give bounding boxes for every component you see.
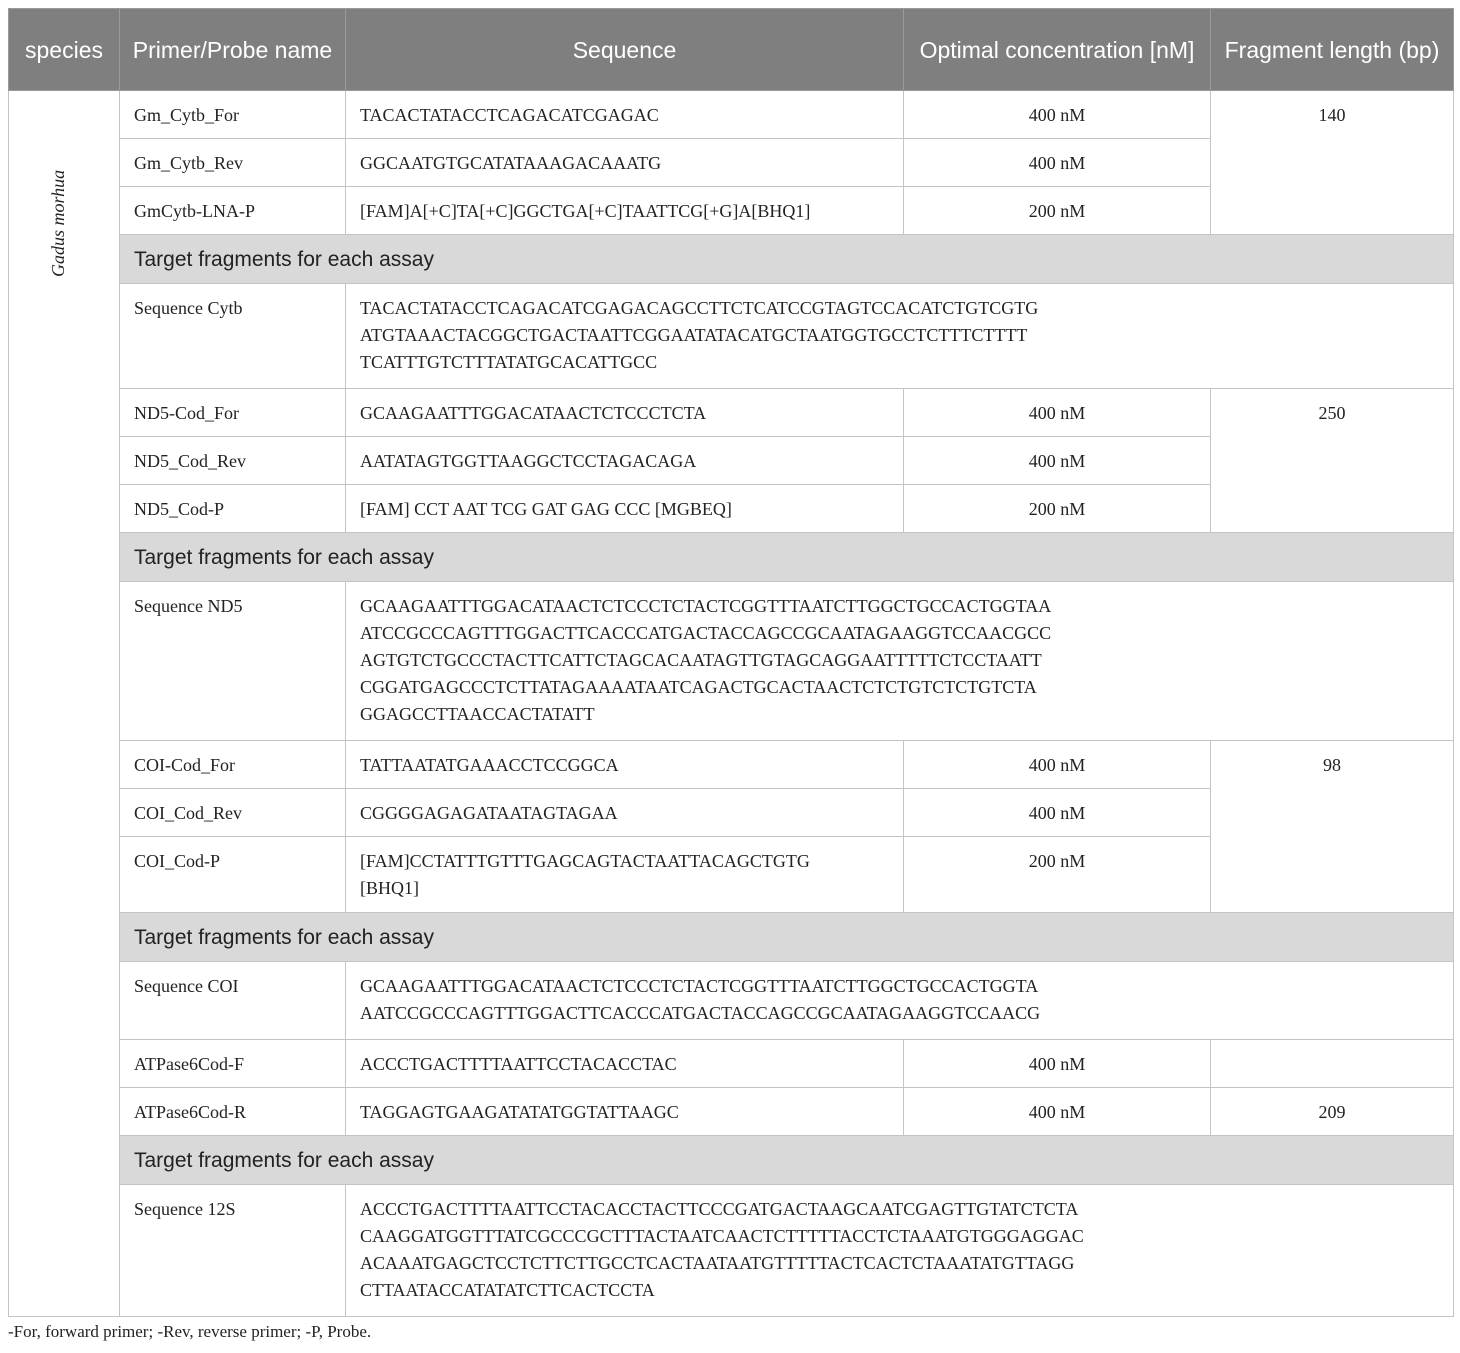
primer-name: ATPase6Cod-F <box>120 1040 346 1088</box>
table-row <box>9 1040 1454 1088</box>
primer-sequence: AATATAGTGGTTAAGGCTCCTAGACAGA <box>346 437 904 485</box>
header-primer-probe-name: Primer/Probe name <box>120 9 346 91</box>
sequence-line: TCATTTGTCTTTATATGCACATTGCC <box>360 352 658 372</box>
primer-name: ATPase6Cod-R <box>120 1088 346 1136</box>
primer-name: ND5_Cod-P <box>120 485 346 533</box>
section-label: Target fragments for each assay <box>120 235 1454 284</box>
sequence-line: AATCCGCCCAGTTTGGACTTCACCCATGACTACCAGCCGCAATAGAAGGTCCAACG <box>360 1003 1041 1023</box>
sequence-line: ATCCGCCCAGTTTGGACTTCACCCATGACTACCAGCCGCAATAGAAGGTCCAACGCC <box>360 623 1052 643</box>
primer-name: ND5-Cod_For <box>120 389 346 437</box>
sequence-line: CGGATGAGCCCTCTTATAGAAAATAATCAGACTGCACTAACTCTCTGTCTCTGTCTA <box>360 677 1037 697</box>
header-optimal-concentration: Optimal concentration [nM] <box>904 9 1211 91</box>
primer-concentration: 200 nM <box>904 187 1211 235</box>
primer-concentration: 400 nM <box>904 437 1211 485</box>
fragment-length: 98 <box>1211 741 1454 913</box>
table-row <box>9 389 1454 437</box>
primer-name: COI_Cod_Rev <box>120 789 346 837</box>
target-name: Sequence ND5 <box>120 582 346 741</box>
table-footnote: -For, forward primer; -Rev, reverse primer; -P, Probe. <box>8 1322 372 1341</box>
section-label: Target fragments for each assay <box>120 913 1454 962</box>
primer-sequence: TATTAATATGAAACCTCCGGCA <box>346 741 904 789</box>
fragment-length: 140 <box>1211 91 1454 235</box>
sequence-line: GGAGCCTTAACCACTATATT <box>360 704 595 724</box>
target-sequence-row <box>9 284 1454 389</box>
target-name: Sequence 12S <box>120 1185 346 1317</box>
target-name: Sequence Cytb <box>120 284 346 389</box>
target-sequence-row <box>9 582 1454 741</box>
primer-probe-table <box>8 8 1454 1317</box>
sequence-line: AGTGTCTGCCCTACTTCATTCTAGCACAATAGTTGTAGCAGGAATTTTTCTCCTAATT <box>360 650 1042 670</box>
primer-sequence: [FAM]A[+C]TA[+C]GGCTGA[+C]TAATTCG[+G]A[BHQ1] <box>346 187 904 235</box>
primer-concentration: 200 nM <box>904 837 1211 913</box>
target-sequence <box>346 1185 1454 1317</box>
target-sequence <box>346 284 1454 389</box>
sequence-line: [FAM]CCTATTTGTTTGAGCAGTACTAATTACAGCTGTG <box>360 851 810 871</box>
target-sequence-row <box>9 1185 1454 1317</box>
section-label: Target fragments for each assay <box>120 1136 1454 1185</box>
sequence-line: GCAAGAATTTGGACATAACTCTCCCTCTACTCGGTTTAATCTTGGCTGCCACTGGTAA <box>360 596 1052 616</box>
sequence-line: ACCCTGACTTTTAATTCCTACACCTACTTCCCGATGACTAAGCAATCGAGTTGTATCTCTA <box>360 1199 1079 1219</box>
section-row <box>9 1136 1454 1185</box>
primer-sequence: CGGGGAGAGATAATAGTAGAA <box>346 789 904 837</box>
fragment-length: 250 <box>1211 389 1454 533</box>
primer-sequence: GCAAGAATTTGGACATAACTCTCCCTCTA <box>346 389 904 437</box>
section-label: Target fragments for each assay <box>120 533 1454 582</box>
sequence-line: CTTAATACCATATATCTTCACTCCTA <box>360 1280 655 1300</box>
sequence-line: ATGTAAACTACGGCTGACTAATTCGGAATATACATGCTAATGGTGCCTCTTTCTTTT <box>360 325 1028 345</box>
table-row <box>9 1088 1454 1136</box>
sequence-line: GCAAGAATTTGGACATAACTCTCCCTCTACTCGGTTTAATCTTGGCTGCCACTGGTA <box>360 976 1039 996</box>
table-row <box>9 91 1454 139</box>
primer-concentration: 400 nM <box>904 1040 1211 1088</box>
primer-concentration: 200 nM <box>904 485 1211 533</box>
primer-concentration: 400 nM <box>904 789 1211 837</box>
table-row <box>9 741 1454 789</box>
primer-concentration: 400 nM <box>904 91 1211 139</box>
primer-sequence: ACCCTGACTTTTAATTCCTACACCTAC <box>346 1040 904 1088</box>
primer-name: GmCytb-LNA-P <box>120 187 346 235</box>
primer-name: COI-Cod_For <box>120 741 346 789</box>
section-row <box>9 533 1454 582</box>
header-species: species <box>9 9 120 91</box>
sequence-line: CAAGGATGGTTTATCGCCCGCTTTACTAATCAACTCTTTTTACCTCTAAATGTGGGAGGAC <box>360 1226 1084 1246</box>
sequence-line: [BHQ1] <box>360 878 419 898</box>
primer-name: ND5_Cod_Rev <box>120 437 346 485</box>
species-name: Gadus morhua <box>48 169 68 277</box>
section-row <box>9 235 1454 284</box>
header-sequence: Sequence <box>346 9 904 91</box>
sequence-line: ACAAATGAGCTCCTCTTCTTGCCTCACTAATAATGTTTTTACTCACTCTAAATATGTTAGG <box>360 1253 1075 1273</box>
fragment-length <box>1211 1040 1454 1088</box>
primer-sequence <box>346 837 904 913</box>
target-name: Sequence COI <box>120 962 346 1040</box>
primer-concentration: 400 nM <box>904 389 1211 437</box>
primer-concentration: 400 nM <box>904 139 1211 187</box>
header-fragment-length: Fragment length (bp) <box>1211 9 1454 91</box>
primer-name: COI_Cod-P <box>120 837 346 913</box>
primer-name: Gm_Cytb_Rev <box>120 139 346 187</box>
target-sequence-row <box>9 962 1454 1040</box>
target-sequence <box>346 962 1454 1040</box>
primer-concentration: 400 nM <box>904 741 1211 789</box>
primer-concentration: 400 nM <box>904 1088 1211 1136</box>
primer-sequence: TACACTATACCTCAGACATCGAGAC <box>346 91 904 139</box>
section-row <box>9 913 1454 962</box>
primer-sequence: TAGGAGTGAAGATATATGGTATTAAGC <box>346 1088 904 1136</box>
species-cell <box>9 91 120 1317</box>
target-sequence <box>346 582 1454 741</box>
primer-sequence: GGCAATGTGCATATAAAGACAAATG <box>346 139 904 187</box>
table-header <box>9 9 1454 91</box>
sequence-line: TACACTATACCTCAGACATCGAGACAGCCTTCTCATCCGTAGTCCACATCTGTCGTG <box>360 298 1039 318</box>
primer-name: Gm_Cytb_For <box>120 91 346 139</box>
primer-sequence: [FAM] CCT AAT TCG GAT GAG CCC [MGBEQ] <box>346 485 904 533</box>
fragment-length: 209 <box>1211 1088 1454 1136</box>
